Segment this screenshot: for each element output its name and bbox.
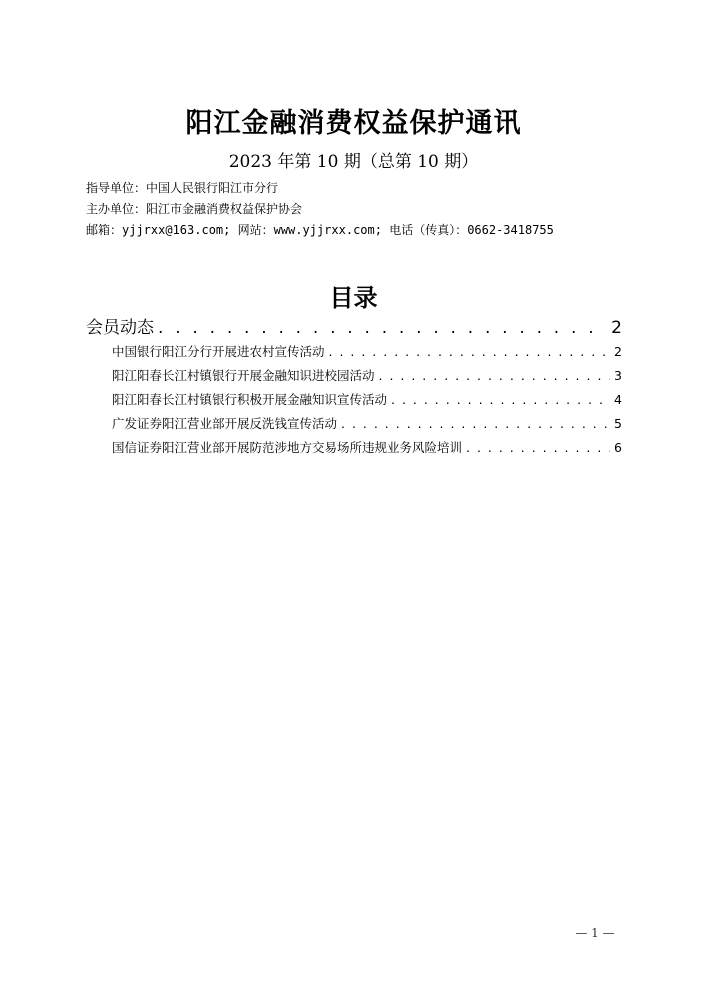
newsletter-title: 阳江金融消费权益保护通讯 xyxy=(185,108,522,139)
toc-entry-item[interactable] xyxy=(112,415,622,433)
toc-entry-item[interactable] xyxy=(112,391,622,409)
toc-dot-leader xyxy=(158,316,607,340)
toc-entry-page: 3 xyxy=(614,368,622,383)
toc-entry-label: 会员动态 xyxy=(86,318,154,338)
host-unit-line: 主办单位：阳江市金融消费权益保护协会 xyxy=(86,202,303,216)
toc-entry-page: 6 xyxy=(614,440,622,455)
page-number: — 1 — xyxy=(575,926,615,940)
issue-number: 2023 年第 10 期（总第 10 期） xyxy=(228,152,479,172)
contact-line: 邮箱：yjjrxx@163.com; 网站：www.yjjrxx.com; 电话（传真）：0662-3418755 xyxy=(86,223,554,237)
toc-entry-label: 广发证券阳江营业部开展反洗钱宣传活动 xyxy=(112,416,338,431)
toc-dot-leader xyxy=(466,439,610,457)
toc-entry-label: 阳江阳春长江村镇银行积极开展金融知识宣传活动 xyxy=(112,392,388,407)
toc-dot-leader xyxy=(379,367,611,385)
toc-entry-item[interactable] xyxy=(112,439,622,457)
toc-dot-leader xyxy=(329,343,611,361)
toc-entry-page: 2 xyxy=(614,344,622,359)
toc-entry-item[interactable] xyxy=(112,367,622,385)
toc-entry-page: 2 xyxy=(611,318,622,338)
toc-entry-member-news[interactable] xyxy=(86,316,622,340)
toc-heading: 目录 xyxy=(329,284,378,312)
toc-entry-page: 5 xyxy=(614,416,622,431)
toc-dot-leader xyxy=(341,415,610,433)
toc-dot-leader xyxy=(391,391,610,409)
toc-entry-item[interactable] xyxy=(112,343,622,361)
toc-entry-label: 阳江阳春长江村镇银行开展金融知识进校园活动 xyxy=(112,368,375,383)
toc-entry-page: 4 xyxy=(614,392,622,407)
guide-unit-line: 指导单位：中国人民银行阳江市分行 xyxy=(86,181,279,195)
toc-entry-label: 中国银行阳江分行开展进农村宣传活动 xyxy=(112,344,325,359)
toc-entry-label: 国信证券阳江营业部开展防范涉地方交易场所违规业务风险培训 xyxy=(112,440,463,455)
